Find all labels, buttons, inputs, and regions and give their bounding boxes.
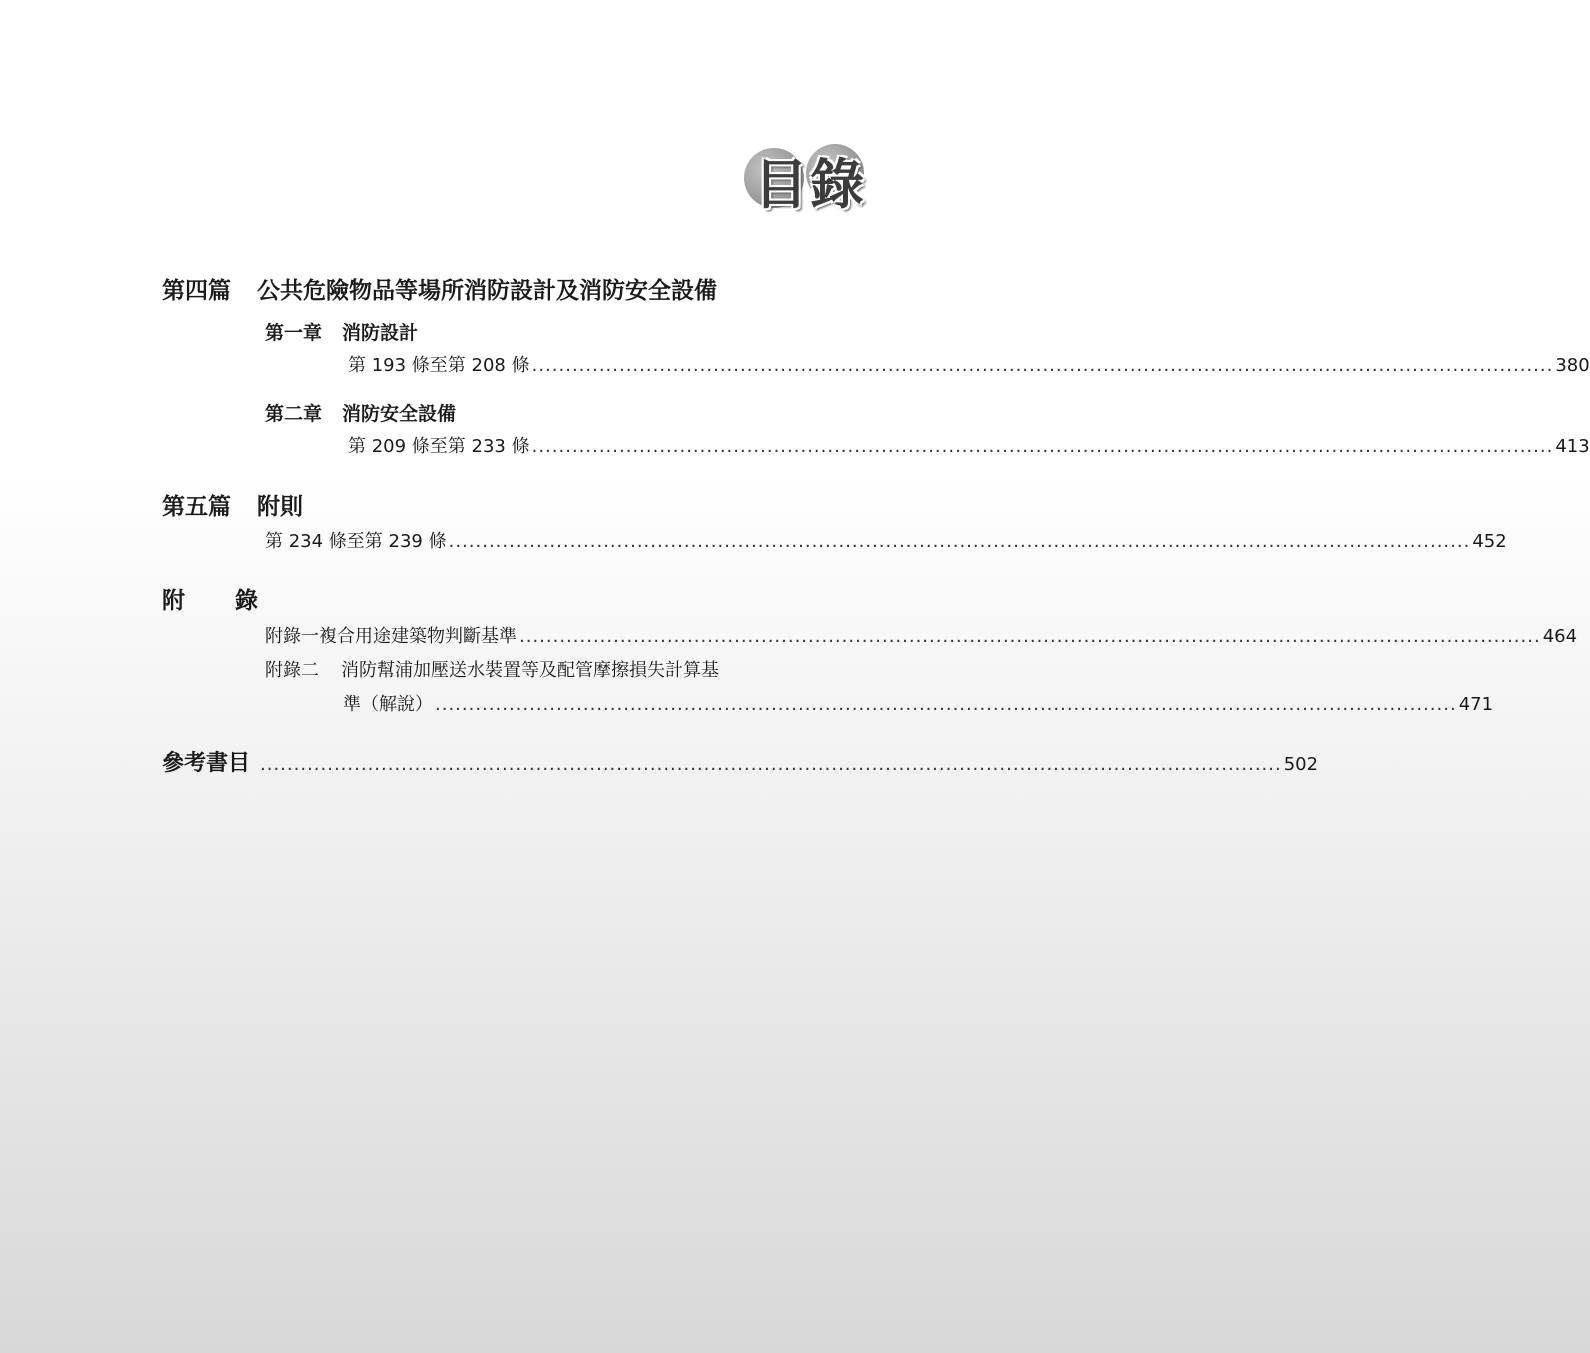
- part4-label: 第四篇: [162, 278, 231, 304]
- part5-page-number: 452: [1472, 531, 1507, 552]
- appendix2-label: 附錄二: [265, 660, 319, 681]
- part5-title: 附則: [257, 494, 303, 520]
- toc-entry-chapter1[interactable]: [348, 351, 1590, 377]
- appendix-label-1: 附: [162, 588, 185, 614]
- toc-entry-appendix2-line1[interactable]: [265, 656, 719, 682]
- dot-leader: ........................................................................................................................................................: [531, 436, 1554, 457]
- toc-title-char-1: 目: [754, 153, 808, 216]
- dot-leader: ........................................................................................................................................................: [519, 626, 1541, 647]
- appendix1-page-number: 464: [1542, 626, 1578, 647]
- chapter1-heading[interactable]: [265, 318, 418, 345]
- appendix1-label: 附錄一: [265, 626, 319, 647]
- dot-leader: ........................................................................................................................................................: [531, 355, 1554, 376]
- part4-heading[interactable]: [162, 272, 717, 305]
- dot-leader: ........................................................................................................................................................: [260, 754, 1282, 775]
- chapter2-title: 消防安全設備: [342, 403, 457, 425]
- part5-range: 第 234 條至第 239 條: [265, 531, 447, 552]
- chapter1-title: 消防設計: [342, 322, 419, 344]
- part4-title: 公共危險物品等場所消防設計及消防安全設備: [257, 278, 717, 304]
- appendix1-title: 複合用途建築物判斷基準: [319, 626, 517, 647]
- part5-heading[interactable]: [162, 488, 303, 521]
- chapter1-label: 第一章: [265, 322, 323, 344]
- chapter2-heading[interactable]: [265, 399, 456, 426]
- part5-label: 第五篇: [162, 494, 231, 520]
- appendix2-page-number: 471: [1458, 694, 1494, 715]
- references-title: 參考書目: [162, 751, 251, 776]
- chapter1-range: 第 193 條至第 208 條: [348, 355, 530, 376]
- chapter1-page-number: 380: [1555, 355, 1590, 376]
- toc-entry-appendix1[interactable]: [265, 622, 1578, 648]
- dot-leader: ........................................................................................................................................................: [435, 694, 1457, 715]
- dot-leader: ........................................................................................................................................................: [448, 531, 1471, 552]
- references-page-number: 502: [1283, 754, 1319, 775]
- appendix-heading[interactable]: [162, 582, 258, 615]
- appendix2-title-line2: 準（解說）: [343, 694, 433, 715]
- toc-title-badge: [744, 140, 870, 216]
- chapter2-range: 第 209 條至第 233 條: [348, 436, 530, 457]
- toc-entry-chapter2[interactable]: [348, 432, 1590, 458]
- toc-title-char-2: 錄: [810, 153, 864, 216]
- chapter2-page-number: 413: [1555, 436, 1590, 457]
- appendix-label-2: 錄: [235, 588, 258, 614]
- toc-entry-references[interactable]: [162, 746, 1319, 777]
- toc-entry-appendix2-line2[interactable]: [343, 690, 1494, 716]
- toc-entry-part5[interactable]: [265, 527, 1507, 553]
- appendix2-title-line1: 消防幫浦加壓送水裝置等及配管摩擦損失計算基: [341, 660, 719, 681]
- chapter2-label: 第二章: [265, 403, 323, 425]
